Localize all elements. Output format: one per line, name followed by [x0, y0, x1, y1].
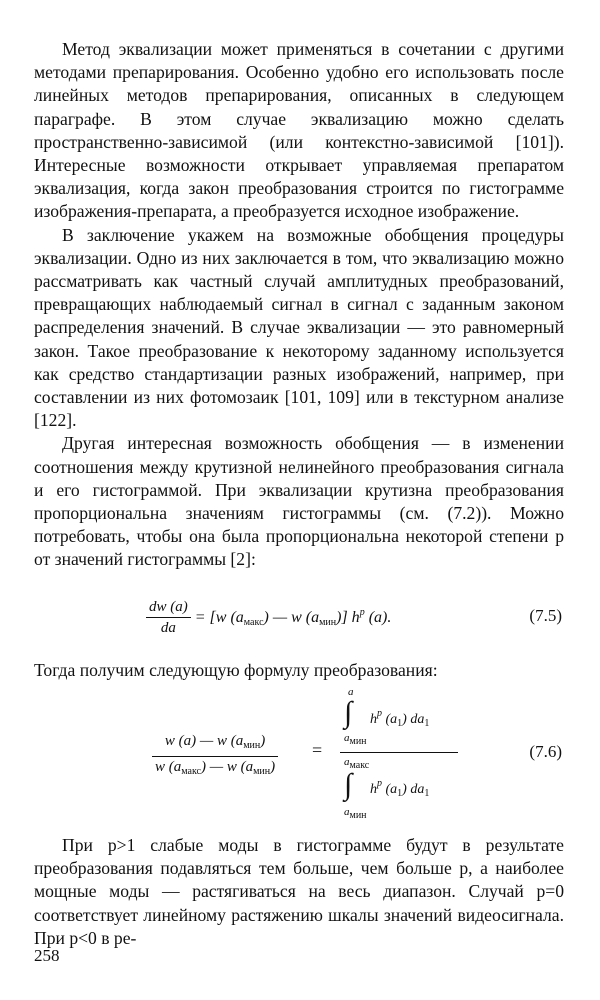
integral-sign-icon: ∫: [344, 696, 353, 729]
paragraph-3: Другая интересная возможность обобщения — в изменении соотношения между крутизной нелинейного преобразования сигнала и его гистограммой. При эквализации крутизна преобразования пропорциональна значениям гистограммы (см. (7.2)). Можно потребовать, чтобы она была пропорциональна некоторой степени p от значений гистограммы [2]:: [34, 433, 564, 570]
eq1-denominator: da: [160, 619, 176, 636]
lower-integrand-tail: (a: [382, 782, 398, 797]
paragraph-2: В заключение укажем на возможные обобщения процедуры эквализации. Одно из них заключается в том, что эквализацию можно рассматривать как частный случай амплитудных преобразований, превращающих наблюдаемый сигнал в сигнал с заданным законом распределения значений. В случае эквализации — это равномерный закон. Такое преобразование к некоторому заданному используется как средство стандартизации разных изображений, например, при составлении из них фотомозаик [101, 109] или в текстурном анализе [122].: [34, 224, 564, 431]
upper-sub-1: 1: [397, 718, 403, 729]
eq1-sub-min: мин: [319, 616, 337, 628]
eq2-lhs-den-mid: ) — w (a: [201, 759, 254, 775]
eq2-lhs-den-sub-max: макс: [181, 766, 201, 777]
lower-integrand: h: [370, 782, 377, 797]
eq2-equals: =: [312, 740, 323, 760]
eq2-number: (7.6): [529, 742, 562, 761]
eq2-lower-integral: [340, 756, 470, 822]
lower-top-lim-a: a: [344, 756, 350, 768]
upper-integral-top-limit: a: [348, 686, 354, 698]
body-text-bottom: [34, 834, 564, 950]
eq2-lhs-num: w (a) — w (a: [164, 733, 244, 749]
upper-integral-bottom-limit: [344, 732, 367, 747]
equation-7-6: [0, 686, 600, 826]
upper-bottom-lim-sub: мин: [349, 736, 367, 747]
eq2-lhs: $\frac{w (a) — w (a_{мин})}{w (a_{макс}) — w (a_{мин})}$: [152, 732, 278, 781]
lower-integral-bottom-limit: [344, 806, 367, 821]
eq2-main-fraction-bar: [340, 752, 458, 753]
lower-bottom-lim-a: a: [344, 806, 350, 818]
eq1-fraction: [146, 598, 191, 637]
transition-sentence: Тогда получим следующую формулу преобразования:: [34, 660, 438, 680]
body-text: [34, 38, 564, 572]
upper-sub-1b: 1: [424, 718, 430, 729]
upper-bottom-lim-a: a: [344, 732, 350, 744]
eq2-upper-integral: [340, 686, 470, 748]
lower-sub-1: 1: [397, 788, 403, 799]
lower-top-lim-sub: макс: [349, 760, 370, 771]
paragraph-4: При p>1 слабые моды в гистограмме будут в результате преобразования подавляться тем больше, чем больше p, а наиболее мощные моды — растягиваться на весь диапазон. Случай p=0 соответствует линейному растяжению шкалы значений видеосигнала. При p<0 в ре-: [34, 835, 564, 948]
eq1-rhs-open: = [w (a: [194, 608, 244, 626]
eq2-lhs-den-sub-min: мин: [253, 766, 271, 777]
upper-integrand-tail: (a: [382, 712, 398, 727]
eq1-power: p: [359, 606, 365, 618]
eq1-rhs-close: )] h: [336, 608, 360, 626]
upper-integrand: h: [370, 712, 377, 727]
eq1-sub-max: макс: [243, 616, 264, 628]
eq1-number: (7.5): [529, 606, 562, 625]
eq1-rhs-tail: (a).: [364, 608, 392, 626]
eq2-lhs-num-sub: мин: [243, 740, 261, 751]
lower-sub-1b: 1: [424, 788, 430, 799]
integral-sign-icon: ∫: [344, 768, 353, 801]
eq1-numerator: dw (a): [149, 598, 188, 615]
lower-integrand-end: ) da: [402, 782, 425, 797]
eq2-lhs-den: w (a: [155, 759, 182, 775]
upper-power: p: [377, 708, 382, 719]
upper-integrand-end: ) da: [402, 712, 425, 727]
lower-bottom-lim-sub: мин: [349, 810, 367, 821]
lower-power: p: [377, 778, 382, 789]
eq1-rhs-mid: ) — w (a: [263, 608, 320, 626]
equation-7-5: [0, 594, 600, 640]
page-number: 258: [34, 946, 60, 965]
paragraph-1: Метод эквализации может применяться в сочетании с другими методами препарирования. Особенно удобно его использовать после линейных методов препарирования, описанных в следующем параграфе. В этом случае эквализацию можно сделать пространственно-зависимой (или контекстно-зависимой [101]). Интересные возможности открывает управляемая препаратом эквализация, когда закон преобразования строится по гистограмме изображения-препарата, а преобразуется исходное изображение.: [34, 39, 564, 222]
